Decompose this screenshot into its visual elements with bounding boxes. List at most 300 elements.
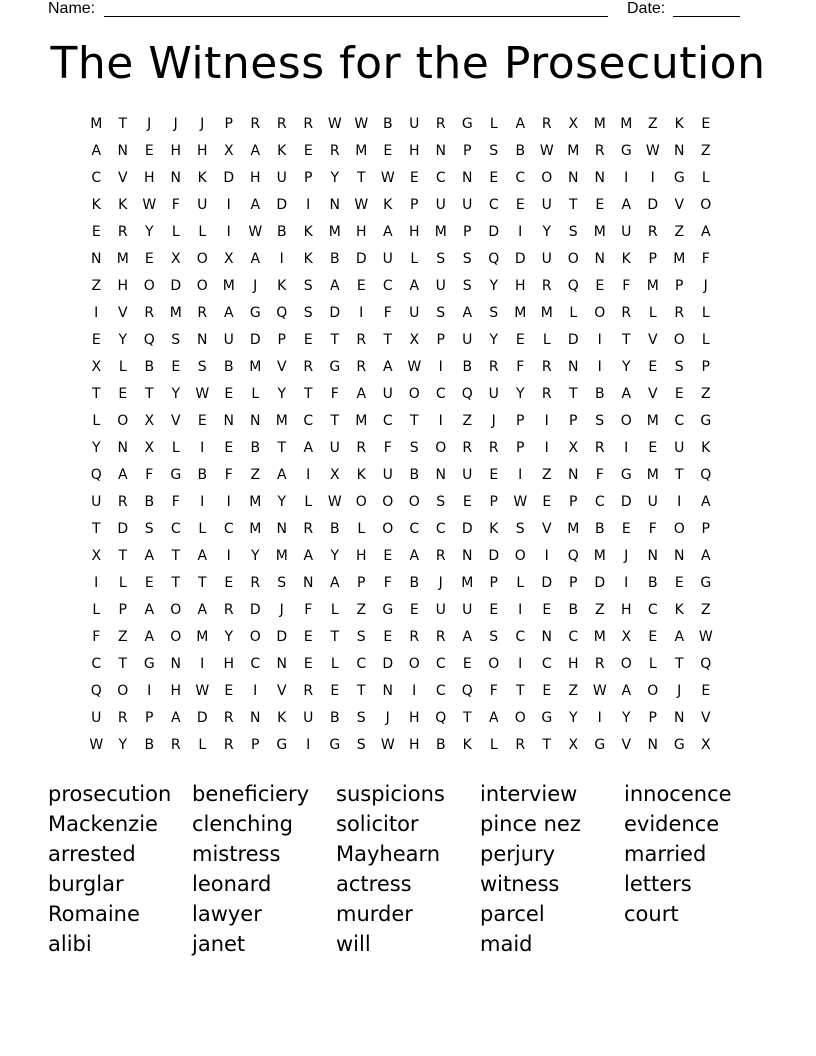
grid-cell: N bbox=[541, 629, 552, 645]
grid-cell: P bbox=[489, 494, 498, 510]
grid-cell: W bbox=[195, 386, 210, 402]
grid-cell: J bbox=[173, 116, 178, 132]
grid-cell: Z bbox=[462, 413, 473, 429]
grid-cell: R bbox=[250, 116, 261, 132]
grid-cell: C bbox=[647, 602, 658, 618]
grid-cell: U bbox=[462, 467, 473, 483]
grid-cell: T bbox=[621, 332, 631, 348]
grid-cell: L bbox=[198, 224, 207, 240]
word-bank-item: Mayhearn bbox=[336, 842, 441, 866]
grid-cell: S bbox=[356, 710, 366, 726]
grid-cell: A bbox=[144, 629, 155, 645]
grid-row bbox=[83, 489, 733, 516]
grid-cell: L bbox=[542, 332, 551, 348]
grid-cell: E bbox=[515, 197, 525, 213]
grid-cell: S bbox=[436, 251, 446, 267]
grid-cell: T bbox=[674, 656, 684, 672]
grid-cell: T bbox=[118, 656, 128, 672]
grid-cell: O bbox=[673, 332, 685, 348]
grid-cell: U bbox=[276, 170, 287, 186]
grid-cell: Y bbox=[91, 440, 101, 456]
grid-cell: E bbox=[171, 359, 181, 375]
grid-cell: Z bbox=[117, 629, 128, 645]
grid-row bbox=[83, 435, 733, 462]
grid-cell: I bbox=[544, 413, 549, 429]
grid-cell: B bbox=[144, 359, 155, 375]
grid-cell: E bbox=[462, 656, 472, 672]
grid-cell: R bbox=[356, 359, 367, 375]
grid-cell: N bbox=[223, 413, 234, 429]
grid-cell: D bbox=[594, 575, 606, 591]
word-bank-item: maid bbox=[480, 932, 533, 956]
grid-cell: V bbox=[647, 386, 658, 402]
grid-cell: I bbox=[518, 602, 523, 618]
grid-cell: Q bbox=[567, 548, 579, 564]
grid-cell: A bbox=[303, 548, 314, 564]
grid-cell: R bbox=[435, 629, 446, 645]
grid-cell: R bbox=[117, 494, 128, 510]
grid-cell: E bbox=[621, 521, 631, 537]
grid-cell: N bbox=[568, 359, 579, 375]
grid-cell: S bbox=[197, 359, 207, 375]
grid-cell: F bbox=[171, 494, 180, 510]
grid-cell: I bbox=[226, 224, 231, 240]
grid-cell: A bbox=[700, 224, 711, 240]
grid-cell: C bbox=[303, 413, 314, 429]
grid-cell: A bbox=[329, 575, 340, 591]
grid-cell: G bbox=[620, 467, 632, 483]
grid-cell: G bbox=[673, 737, 685, 753]
grid-cell: E bbox=[489, 602, 499, 618]
word-bank-item: beneficiery bbox=[192, 782, 310, 806]
grid-cell: E bbox=[330, 683, 340, 699]
grid-cell: X bbox=[223, 251, 234, 267]
grid-cell: C bbox=[223, 521, 234, 537]
grid-cell: M bbox=[461, 575, 474, 591]
grid-cell: C bbox=[250, 656, 261, 672]
grid-cell: N bbox=[435, 467, 446, 483]
grid-cell: A bbox=[197, 602, 208, 618]
grid-cell: G bbox=[620, 143, 632, 159]
grid-cell: P bbox=[569, 575, 578, 591]
grid-cell: A bbox=[329, 278, 340, 294]
grid-cell: B bbox=[144, 494, 155, 510]
grid-cell: F bbox=[701, 251, 710, 267]
page-title: The Witness for the Prosecution bbox=[50, 38, 766, 89]
grid-cell: M bbox=[249, 521, 262, 537]
grid-cell: S bbox=[436, 494, 446, 510]
grid-cell: I bbox=[147, 683, 152, 699]
grid-row bbox=[83, 219, 733, 246]
grid-cell: T bbox=[91, 386, 101, 402]
grid-cell: C bbox=[435, 683, 446, 699]
word-bank-item: burglar bbox=[48, 872, 124, 896]
grid-cell: M bbox=[673, 251, 686, 267]
grid-cell: G bbox=[461, 116, 473, 132]
grid-cell: N bbox=[674, 143, 685, 159]
grid-cell: Y bbox=[621, 710, 631, 726]
grid-cell: K bbox=[489, 521, 499, 537]
grid-cell: R bbox=[356, 332, 367, 348]
grid-cell: R bbox=[303, 116, 314, 132]
grid-cell: B bbox=[223, 359, 234, 375]
grid-row bbox=[83, 165, 733, 192]
grid-cell: X bbox=[144, 440, 155, 456]
grid-cell: S bbox=[489, 305, 499, 321]
grid-row bbox=[83, 138, 733, 165]
grid-cell: M bbox=[593, 224, 606, 240]
grid-cell: G bbox=[594, 737, 606, 753]
grid-cell: Q bbox=[700, 656, 712, 672]
grid-cell: L bbox=[701, 305, 710, 321]
grid-cell: J bbox=[279, 602, 284, 618]
word-bank-item: actress bbox=[336, 872, 412, 896]
grid-cell: P bbox=[569, 413, 578, 429]
grid-cell: M bbox=[646, 413, 659, 429]
name-label: Name: bbox=[48, 0, 96, 17]
word-bank-item: clenching bbox=[192, 812, 293, 836]
grid-cell: E bbox=[648, 440, 658, 456]
grid-cell: F bbox=[304, 602, 313, 618]
grid-cell: N bbox=[276, 521, 287, 537]
grid-cell: M bbox=[540, 305, 553, 321]
grid-cell: Z bbox=[91, 278, 102, 294]
grid-cell: X bbox=[223, 143, 234, 159]
grid-cell: T bbox=[330, 413, 340, 429]
grid-cell: R bbox=[541, 359, 552, 375]
grid-cell: W bbox=[380, 737, 395, 753]
grid-cell: J bbox=[385, 710, 390, 726]
grid-row bbox=[83, 246, 733, 273]
grid-cell: T bbox=[171, 548, 181, 564]
letter-grid bbox=[83, 111, 733, 759]
grid-cell: L bbox=[648, 305, 657, 321]
grid-cell: E bbox=[542, 683, 552, 699]
grid-cell: L bbox=[569, 305, 578, 321]
grid-cell: D bbox=[620, 494, 632, 510]
grid-cell: B bbox=[329, 251, 340, 267]
grid-cell: S bbox=[674, 359, 684, 375]
grid-cell: P bbox=[410, 197, 419, 213]
grid-cell: O bbox=[408, 494, 420, 510]
date-label: Date: bbox=[627, 0, 666, 17]
grid-cell: N bbox=[250, 710, 261, 726]
grid-cell: A bbox=[462, 305, 473, 321]
grid-cell: R bbox=[356, 440, 367, 456]
grid-cell: L bbox=[304, 494, 313, 510]
grid-cell: H bbox=[514, 278, 526, 294]
grid-cell: V bbox=[647, 332, 658, 348]
grid-cell: L bbox=[171, 224, 180, 240]
grid-cell: I bbox=[597, 359, 602, 375]
grid-cell: D bbox=[514, 251, 526, 267]
grid-cell: B bbox=[594, 521, 605, 537]
grid-cell: R bbox=[488, 440, 499, 456]
grid-cell: A bbox=[250, 143, 261, 159]
grid-cell: E bbox=[542, 602, 552, 618]
grid-cell: J bbox=[253, 278, 258, 294]
grid-cell: C bbox=[91, 656, 102, 672]
grid-cell: C bbox=[568, 629, 579, 645]
grid-cell: E bbox=[648, 629, 658, 645]
grid-cell: G bbox=[249, 305, 261, 321]
grid-cell: L bbox=[516, 575, 525, 591]
grid-cell: L bbox=[330, 656, 339, 672]
grid-cell: M bbox=[593, 629, 606, 645]
grid-cell: G bbox=[329, 359, 341, 375]
grid-cell: F bbox=[622, 278, 631, 294]
grid-cell: F bbox=[489, 683, 498, 699]
grid-cell: N bbox=[568, 467, 579, 483]
grid-cell: Y bbox=[224, 629, 234, 645]
grid-cell: G bbox=[382, 602, 394, 618]
grid-cell: N bbox=[647, 737, 658, 753]
grid-cell: Z bbox=[356, 602, 367, 618]
grid-cell: H bbox=[408, 143, 420, 159]
grid-cell: Y bbox=[144, 224, 154, 240]
grid-cell: L bbox=[171, 440, 180, 456]
grid-cell: E bbox=[356, 278, 366, 294]
grid-cell: F bbox=[92, 629, 101, 645]
grid-cell: Q bbox=[461, 386, 473, 402]
grid-cell: L bbox=[92, 602, 101, 618]
grid-cell: A bbox=[382, 224, 393, 240]
header-row bbox=[48, 0, 740, 22]
grid-cell: W bbox=[327, 116, 342, 132]
grid-cell: O bbox=[514, 548, 526, 564]
grid-cell: L bbox=[251, 386, 260, 402]
grid-cell: U bbox=[621, 224, 632, 240]
grid-cell: R bbox=[329, 143, 340, 159]
grid-cell: N bbox=[462, 548, 473, 564]
grid-row bbox=[83, 192, 733, 219]
word-bank-item: solicitor bbox=[336, 812, 419, 836]
grid-cell: D bbox=[249, 602, 261, 618]
grid-cell: J bbox=[491, 413, 496, 429]
grid-cell: P bbox=[701, 359, 710, 375]
grid-cell: N bbox=[91, 251, 102, 267]
grid-cell: A bbox=[621, 386, 632, 402]
grid-cell: A bbox=[144, 548, 155, 564]
grid-cell: P bbox=[463, 224, 472, 240]
grid-cell: O bbox=[170, 602, 182, 618]
grid-cell: E bbox=[648, 359, 658, 375]
grid-cell: S bbox=[303, 278, 313, 294]
grid-cell: L bbox=[410, 251, 419, 267]
grid-row bbox=[83, 543, 733, 570]
grid-cell: U bbox=[435, 278, 446, 294]
grid-cell: I bbox=[624, 170, 629, 186]
grid-cell: D bbox=[117, 521, 129, 537]
grid-cell: R bbox=[223, 737, 234, 753]
grid-cell: U bbox=[462, 602, 473, 618]
grid-cell: H bbox=[620, 602, 632, 618]
grid-cell: R bbox=[541, 386, 552, 402]
word-bank-item: married bbox=[624, 842, 707, 866]
grid-cell: L bbox=[198, 521, 207, 537]
word-bank-item: Romaine bbox=[48, 902, 140, 926]
grid-cell: Y bbox=[621, 359, 631, 375]
word-bank-item: Mackenzie bbox=[48, 812, 158, 836]
grid-cell: H bbox=[170, 143, 182, 159]
grid-cell: T bbox=[542, 737, 552, 753]
grid-cell: F bbox=[595, 467, 604, 483]
grid-cell: O bbox=[117, 413, 129, 429]
grid-cell: B bbox=[462, 359, 473, 375]
grid-cell: A bbox=[303, 440, 314, 456]
grid-cell: E bbox=[118, 386, 128, 402]
grid-cell: X bbox=[568, 737, 579, 753]
grid-cell: M bbox=[249, 359, 262, 375]
grid-cell: E bbox=[303, 332, 313, 348]
grid-cell: M bbox=[567, 143, 580, 159]
grid-cell: R bbox=[594, 656, 605, 672]
word-bank-item: witness bbox=[480, 872, 560, 896]
grid-cell: I bbox=[306, 197, 311, 213]
grid-cell: P bbox=[648, 251, 657, 267]
grid-cell: Q bbox=[461, 683, 473, 699]
grid-cell: S bbox=[436, 305, 446, 321]
grid-cell: H bbox=[223, 656, 235, 672]
grid-cell: R bbox=[515, 737, 526, 753]
grid-cell: Z bbox=[700, 602, 711, 618]
grid-cell: A bbox=[170, 710, 181, 726]
grid-cell: I bbox=[412, 683, 417, 699]
grid-cell: A bbox=[276, 467, 287, 483]
grid-cell: D bbox=[382, 656, 394, 672]
grid-cell: A bbox=[197, 548, 208, 564]
grid-cell: C bbox=[435, 521, 446, 537]
grid-cell: O bbox=[620, 413, 632, 429]
grid-cell: C bbox=[382, 278, 393, 294]
grid-cell: I bbox=[597, 710, 602, 726]
grid-cell: R bbox=[621, 305, 632, 321]
grid-cell: J bbox=[438, 575, 443, 591]
grid-cell: E bbox=[542, 494, 552, 510]
grid-cell: A bbox=[91, 143, 102, 159]
grid-cell: O bbox=[143, 278, 155, 294]
grid-cell: I bbox=[677, 494, 682, 510]
grid-cell: I bbox=[200, 440, 205, 456]
grid-cell: B bbox=[250, 440, 261, 456]
grid-cell: F bbox=[145, 467, 154, 483]
grid-cell: N bbox=[674, 548, 685, 564]
grid-cell: M bbox=[328, 224, 341, 240]
grid-cell: J bbox=[624, 548, 629, 564]
grid-cell: I bbox=[306, 467, 311, 483]
grid-cell: J bbox=[147, 116, 152, 132]
grid-cell: V bbox=[170, 413, 181, 429]
grid-cell: Q bbox=[488, 251, 500, 267]
grid-cell: U bbox=[223, 332, 234, 348]
grid-cell: E bbox=[197, 413, 207, 429]
grid-cell: I bbox=[650, 170, 655, 186]
grid-cell: U bbox=[435, 602, 446, 618]
grid-cell: E bbox=[303, 143, 313, 159]
grid-cell: W bbox=[513, 494, 528, 510]
grid-cell: T bbox=[383, 332, 393, 348]
grid-cell: T bbox=[144, 386, 154, 402]
grid-cell: E bbox=[489, 170, 499, 186]
grid-cell: S bbox=[568, 224, 578, 240]
grid-cell: E bbox=[674, 386, 684, 402]
grid-cell: L bbox=[489, 737, 498, 753]
grid-cell: W bbox=[89, 737, 104, 753]
grid-cell: Z bbox=[541, 467, 552, 483]
grid-cell: W bbox=[698, 629, 713, 645]
grid-cell: F bbox=[224, 467, 233, 483]
grid-cell: E bbox=[409, 170, 419, 186]
grid-cell: A bbox=[250, 197, 261, 213]
grid-cell: N bbox=[329, 197, 340, 213]
grid-cell: I bbox=[226, 197, 231, 213]
grid-cell: N bbox=[117, 440, 128, 456]
grid-cell: P bbox=[489, 575, 498, 591]
grid-cell: A bbox=[409, 548, 420, 564]
grid-cell: D bbox=[223, 170, 235, 186]
grid-cell: B bbox=[435, 737, 446, 753]
word-bank-item: perjury bbox=[480, 842, 556, 866]
grid-cell: L bbox=[701, 332, 710, 348]
grid-row bbox=[83, 678, 733, 705]
grid-cell: D bbox=[276, 197, 288, 213]
grid-cell: R bbox=[462, 440, 473, 456]
grid-cell: O bbox=[488, 656, 500, 672]
grid-cell: A bbox=[382, 359, 393, 375]
grid-cell: G bbox=[276, 737, 288, 753]
grid-cell: M bbox=[593, 116, 606, 132]
grid-cell: K bbox=[462, 737, 472, 753]
grid-cell: F bbox=[383, 305, 392, 321]
word-bank-item: murder bbox=[336, 902, 413, 926]
grid-cell: V bbox=[276, 683, 287, 699]
grid-cell: S bbox=[356, 629, 366, 645]
grid-cell: M bbox=[275, 413, 288, 429]
word-bank-item: parcel bbox=[480, 902, 545, 926]
grid-cell: Y bbox=[330, 170, 340, 186]
grid-cell: S bbox=[277, 575, 287, 591]
grid-cell: D bbox=[461, 521, 473, 537]
grid-cell: E bbox=[91, 332, 101, 348]
grid-row bbox=[83, 408, 733, 435]
grid-cell: R bbox=[170, 737, 181, 753]
grid-cell: N bbox=[594, 251, 605, 267]
grid-cell: F bbox=[171, 197, 180, 213]
grid-cell: O bbox=[382, 521, 394, 537]
grid-cell: I bbox=[438, 359, 443, 375]
grid-cell: C bbox=[541, 656, 552, 672]
grid-cell: H bbox=[249, 170, 261, 186]
grid-cell: P bbox=[251, 737, 260, 753]
grid-cell: L bbox=[701, 170, 710, 186]
grid-cell: I bbox=[306, 737, 311, 753]
grid-cell: F bbox=[330, 386, 339, 402]
name-blank-line bbox=[104, 16, 608, 17]
grid-cell: E bbox=[144, 143, 154, 159]
grid-cell: U bbox=[409, 305, 420, 321]
grid-cell: Q bbox=[276, 305, 288, 321]
grid-cell: T bbox=[568, 386, 578, 402]
grid-cell: L bbox=[198, 737, 207, 753]
grid-cell: D bbox=[647, 197, 659, 213]
grid-row bbox=[83, 516, 733, 543]
grid-cell: N bbox=[170, 656, 181, 672]
grid-cell: Z bbox=[647, 116, 658, 132]
grid-cell: E bbox=[303, 656, 313, 672]
grid-cell: G bbox=[170, 467, 182, 483]
word-bank-item: evidence bbox=[624, 812, 720, 836]
grid-cell: I bbox=[94, 305, 99, 321]
